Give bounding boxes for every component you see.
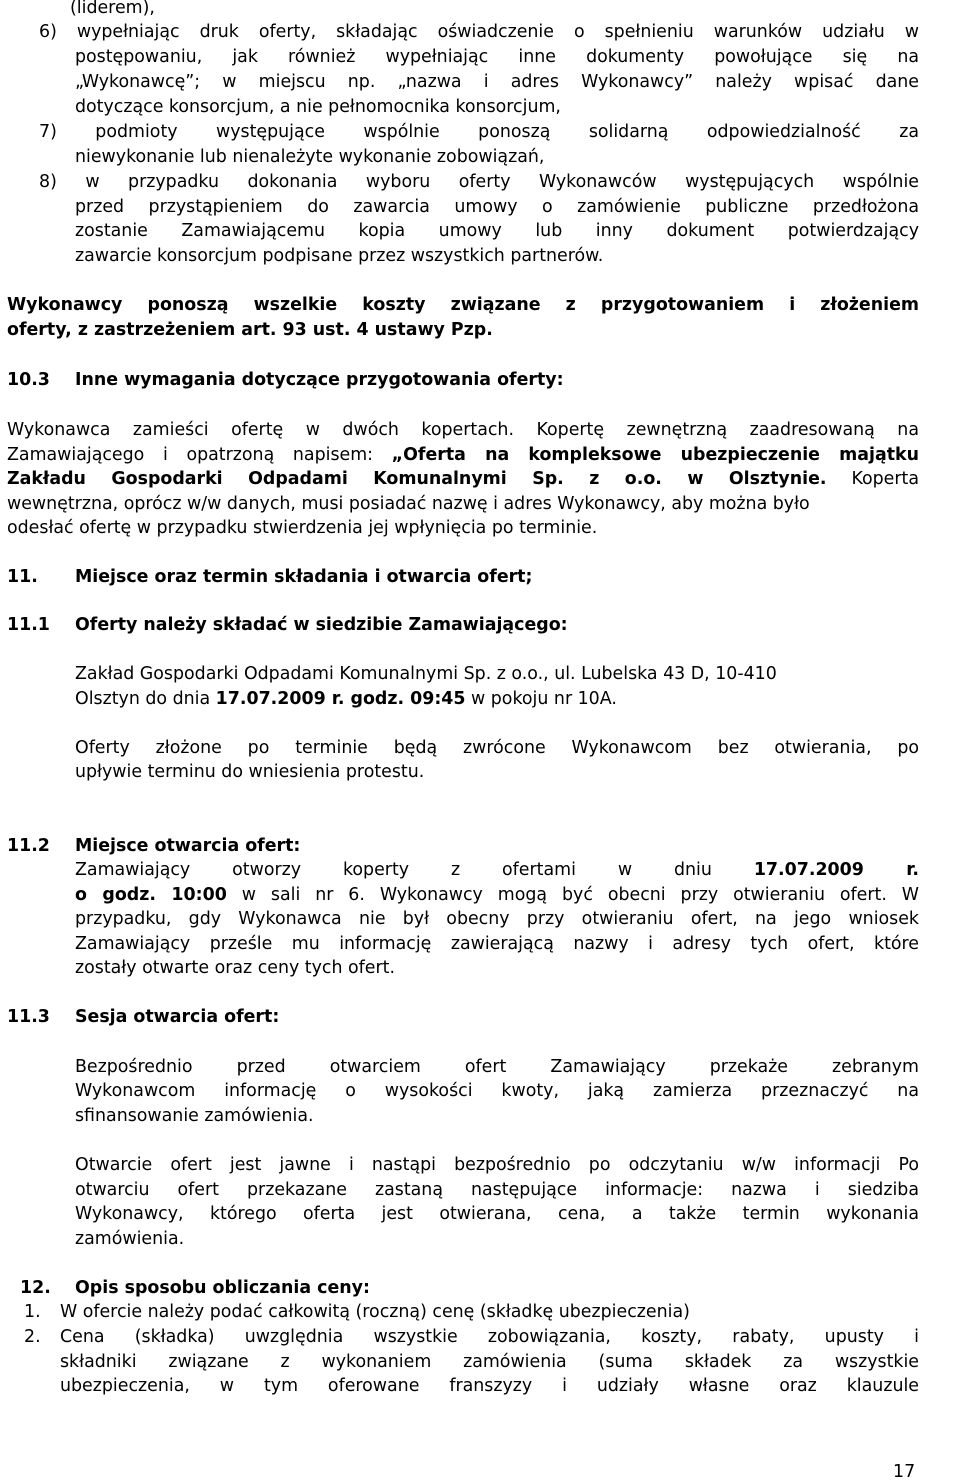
text-line: odesłać ofertę w przypadku stwierdzenia jej wpłynięcia po terminie. (7, 518, 598, 538)
text-line: upływie terminu do wniesienia protestu. (75, 762, 425, 782)
text-line: Zamawiającego i opatrzoną napisem: „Oferta na kompleksowe ubezpieczenie majątku (7, 445, 919, 465)
section-title: Opis sposobu obliczania ceny: (75, 1278, 370, 1298)
address-line: Zakład Gospodarki Odpadami Komunalnymi Sp. z o.o., ul. Lubelska 43 D, 10-410 (75, 664, 777, 684)
list-item-7: 7) podmioty występujące wspólnie ponoszą solidarną odpowiedzialność za (39, 122, 919, 142)
section-title: Miejsce oraz termin składania i otwarcia ofert; (75, 567, 533, 587)
section-number: 11.2 (7, 836, 50, 856)
text-line: zostanie Zamawiającemu kopia umowy lub inny dokument potwierdzający (75, 221, 919, 241)
text-line: o godz. 10:00 w sali nr 6. Wykonawcy mogą być obecni przy otwieraniu ofert. W (75, 885, 919, 905)
list-item: składniki związane z wykonaniem zamówienia (suma składek za wszystkie (60, 1352, 919, 1372)
list-item-6: 6) wypełniając druk oferty, składając oświadczenie o spełnieniu warunków udziału w (39, 22, 919, 42)
text-line: Zakładu Gospodarki Odpadami Komunalnymi Sp. z o.o. w Olsztynie. Koperta (7, 469, 919, 489)
text-line: Otwarcie ofert jest jawne i nastąpi bezpośrednio po odczytaniu w/w informacji Po (75, 1155, 919, 1175)
text-line: Oferty złożone po terminie będą zwrócone Wykonawcom bez otwierania, po (75, 738, 919, 758)
text-line: „Wykonawcę”; w miejscu np. „nazwa i adres Wykonawcy” należy wpisać dane (75, 72, 919, 92)
text-line: przed przystąpieniem do zawarcia umowy o zamówienie publiczne przedłożona (75, 197, 919, 217)
text-line: Wykonawca zamieści ofertę w dwóch kopertach. Kopertę zewnętrzną zaadresowaną na (7, 420, 919, 440)
list-item-8: 8) w przypadku dokonania wyboru oferty Wykonawców występujących wspólnie (39, 172, 919, 192)
text-line: Zamawiający otworzy koperty z ofertami w dniu 17.07.2009 r. (75, 860, 919, 880)
text-line: sfinansowanie zamówienia. (75, 1106, 314, 1126)
text-line: Wykonawcy, którego oferta jest otwierana, cena, a także termin wykonania (75, 1204, 919, 1224)
text-line: zawarcie konsorcjum podpisane przez wszystkich partnerów. (75, 246, 604, 266)
section-title: Oferty należy składać w siedzibie Zamawiającego: (75, 615, 568, 635)
costs-note: oferty, z zastrzeżeniem art. 93 ust. 4 ustawy Pzp. (7, 320, 493, 340)
list-item: Cena (składka) uwzględnia wszystkie zobowiązania, koszty, rabaty, upusty i (60, 1327, 919, 1347)
text-line: dotyczące konsorcjum, a nie pełnomocnika konsorcjum, (75, 97, 561, 117)
section-number: 11.1 (7, 615, 50, 635)
section-title: Inne wymagania dotyczące przygotowania oferty: (75, 370, 564, 390)
text-line: Bezpośrednio przed otwarciem ofert Zamawiający przekaże zebranym (75, 1057, 919, 1077)
section-title: Sesja otwarcia ofert: (75, 1007, 280, 1027)
list-number: 2. (24, 1327, 41, 1347)
list-item: W ofercie należy podać całkowitą (roczną) cenę (składkę ubezpieczenia) (60, 1302, 690, 1322)
address-line: Olsztyn do dnia 17.07.2009 r. godz. 09:45 w pokoju nr 10A. (75, 689, 617, 709)
text-line: postępowaniu, jak również wypełniając inne dokumenty powołujące się na (75, 47, 919, 67)
section-title: Miejsce otwarcia ofert: (75, 836, 301, 856)
section-number: 11. (7, 567, 38, 587)
text-line: zostały otwarte oraz ceny tych ofert. (75, 958, 395, 978)
text-line: otwarciu ofert przekazane zastaną następujące informacje: nazwa i siedziba (75, 1180, 919, 1200)
text-line: (liderem), (70, 0, 155, 18)
section-number: 10.3 (7, 370, 50, 390)
text-line: przypadku, gdy Wykonawca nie był obecny przy otwieraniu ofert, na jego wniosek (75, 909, 919, 929)
text-line: Wykonawcom informację o wysokości kwoty, jaką zamierza przeznaczyć na (75, 1081, 919, 1101)
list-item: ubezpieczenia, w tym oferowane franszyzy i udziały własne oraz klauzule (60, 1376, 919, 1396)
section-number: 12. (20, 1278, 51, 1298)
page-number: 17 (893, 1462, 916, 1482)
costs-note: Wykonawcy ponoszą wszelkie koszty związane z przygotowaniem i złożeniem (7, 295, 919, 315)
text-line: Zamawiający prześle mu informację zawierającą nazwy i adresy tych ofert, które (75, 934, 919, 954)
text-line: niewykonanie lub nienależyte wykonanie zobowiązań, (75, 147, 545, 167)
list-number: 1. (24, 1302, 41, 1322)
text-line: wewnętrzna, oprócz w/w danych, musi posiadać nazwę i adres Wykonawcy, aby można było (7, 494, 810, 514)
section-number: 11.3 (7, 1007, 50, 1027)
text-line: zamówienia. (75, 1229, 185, 1249)
